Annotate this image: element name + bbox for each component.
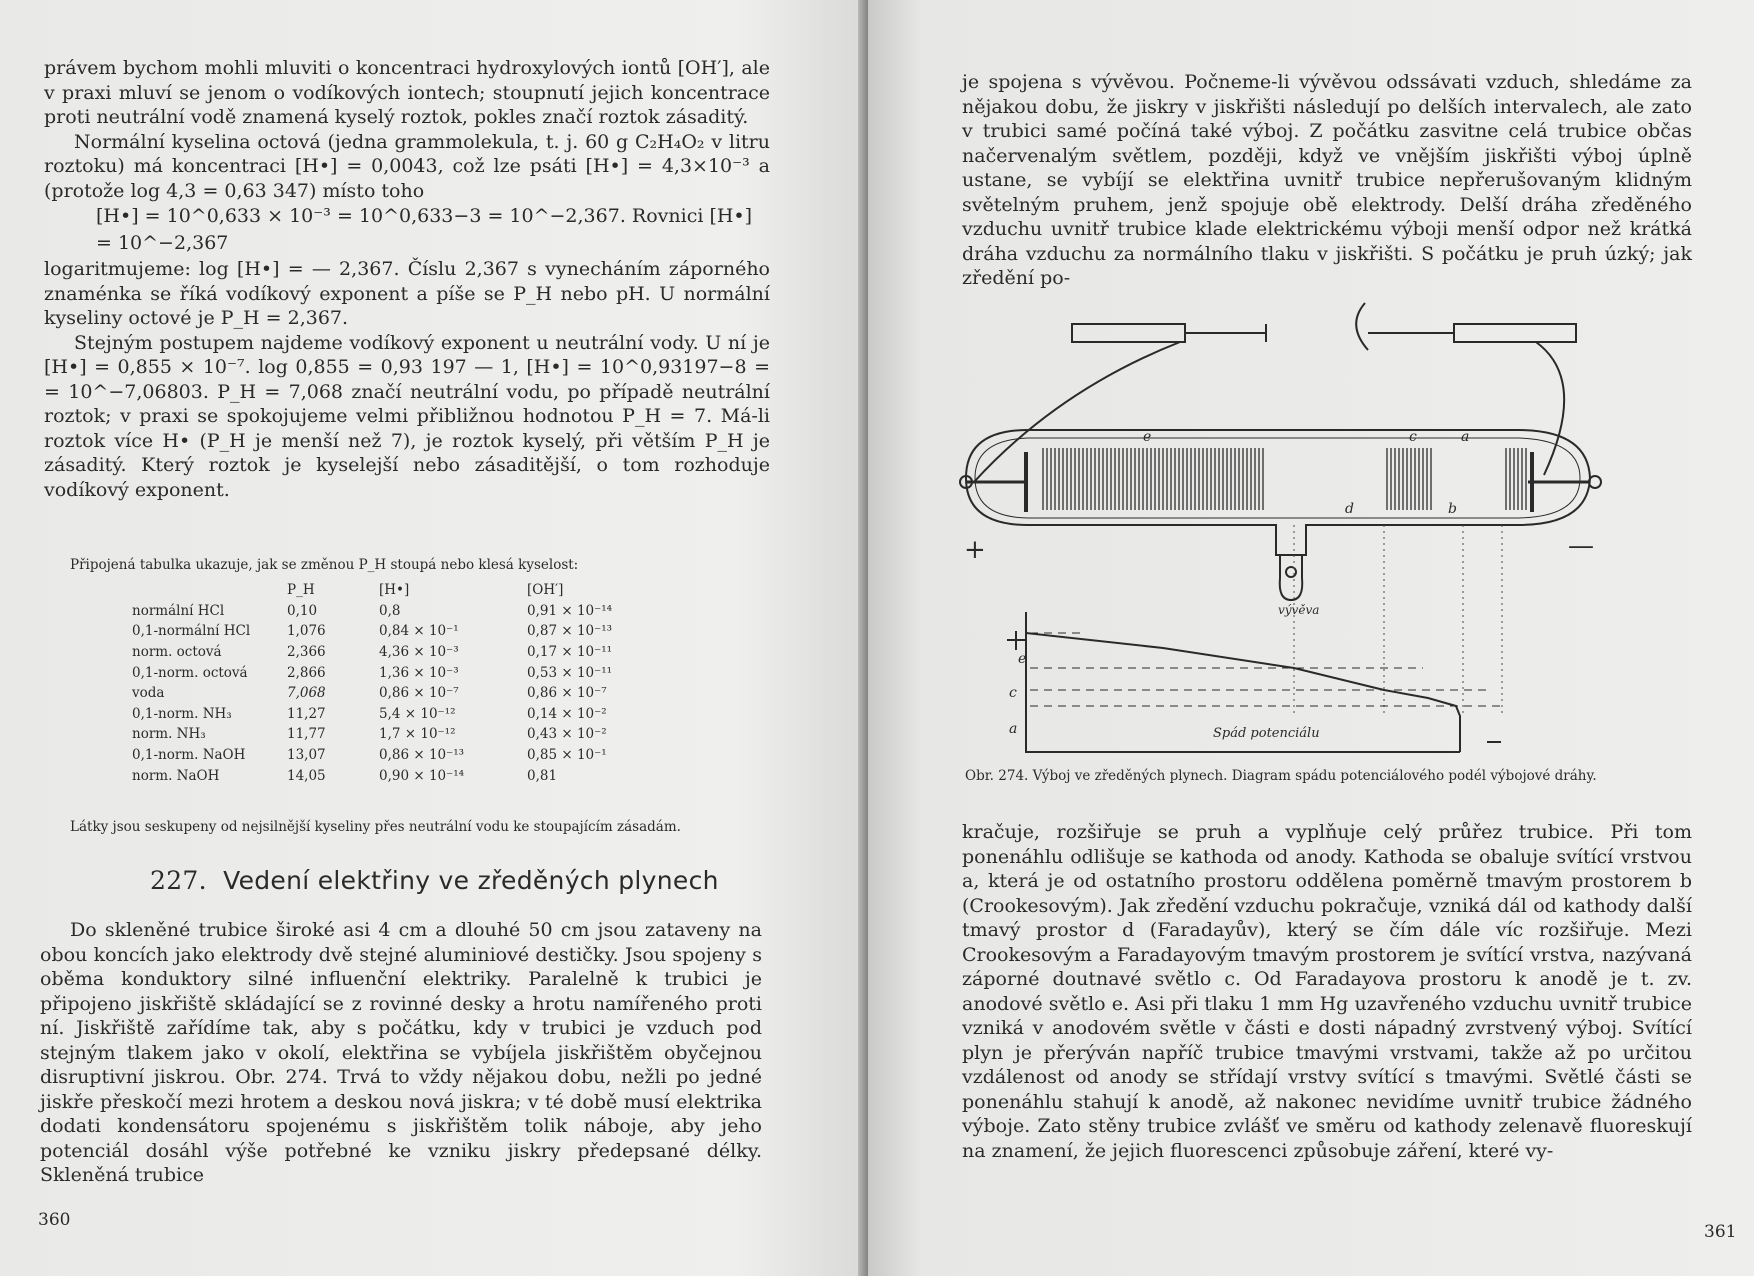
- diagram-plus-mark: [1007, 631, 1025, 650]
- section-number: 227.: [150, 866, 207, 895]
- table-header-oh-concentration: [OH′]: [527, 582, 564, 599]
- cell-substance: norm. octová: [132, 644, 222, 661]
- cell-substance: 0,1-norm. NH₃: [132, 705, 232, 722]
- table-row: [132, 683, 652, 704]
- cell-ph: 13,07: [287, 747, 326, 764]
- section-title: Vedení elektřiny ve zředěných plynech: [223, 866, 719, 895]
- wire-left: [974, 342, 1180, 482]
- left-text-lower: [40, 918, 762, 1188]
- right-page: [868, 0, 1754, 1276]
- cell-oh-concentration: 0,14 × 10⁻²: [527, 705, 607, 722]
- cell-h-concentration: 4,36 × 10⁻³: [379, 644, 459, 661]
- cell-oh-concentration: 0,86 × 10⁻⁷: [527, 685, 607, 702]
- spark-point-holder: [1454, 324, 1576, 342]
- cathode-minus-sign: —: [1568, 531, 1594, 561]
- cell-oh-concentration: 0,87 × 10⁻¹³: [527, 623, 613, 640]
- label-e: e: [1143, 429, 1152, 445]
- table-row: [132, 724, 652, 745]
- cell-oh-concentration: 0,53 × 10⁻¹¹: [527, 664, 613, 681]
- exponent-formula: [H•] = 10^0,633 × 10⁻³ = 10^0,633−3 = 10^−2,367. Rovnici [H•] = 10^−2,367: [96, 205, 753, 254]
- table-row: [132, 765, 652, 786]
- cell-substance: norm. NH₃: [132, 726, 206, 743]
- table-row: [132, 621, 652, 642]
- potential-label: Spád potenciálu: [1213, 726, 1320, 741]
- cell-h-concentration: 0,86 × 10⁻⁷: [379, 685, 459, 702]
- label-a: a: [1461, 429, 1470, 445]
- table-row: [132, 642, 652, 663]
- right-bottom-paragraph: kračuje, rozšiřuje se pruh a vyplňuje celý průřez trubice. Při tom ponenáhlu odlišuje se kathoda od anody. Kathoda se obaluje svítící vrstvou a, která je od ostatního prostoru oddělena poměrně tmavým prostorem b (Crookesovým). Jak zředění vzduchu pokračuje, vzniká dál od kathody další tmavý prostor d (Faradayův), který se čím dále víc rozšiřuje. Mezi Crookesovým a Faradayovým tmavým prostorem je svítící vrstva, nazývaná záporné doutnavé světlo c. Od Faradayova prostoru k anodě je t. zv. anodové světlo e. Asi při tlaku 1 mm Hg uzavřeného vzduchu uvnitř trubice vzniká v anodovém světle v části e dosti nápadný zvrstvený výboj. Svítící plyn je přerýván napříč trubice tmavými vrstvami, takže až po určitou vzdálenost od anody se střídají vrstvy svítící s tmavými. Světlé části se ponenáhlu stahují k anodě, až nakonec nevidíme uvnitř trubice žádného výboje. Zato stěny trubice zvlášť ve směru od kathody zelenavě fluoreskují na znamení, že jejich fluorescenci způsobuje záření, které vy-: [962, 821, 1692, 1162]
- cell-ph: 7,068: [287, 685, 326, 702]
- section-heading: [150, 866, 719, 895]
- page-number-right: 361: [1704, 1222, 1737, 1242]
- spark-plate-holder: [1072, 324, 1185, 342]
- figure-caption: Obr. 274. Výboj ve zředěných plynech. Diagram spádu potenciálového podél výbojové dráhy.: [965, 768, 1597, 784]
- cell-oh-concentration: 0,91 × 10⁻¹⁴: [527, 602, 613, 619]
- tube-inner-wall: [975, 438, 1580, 518]
- cell-substance: norm. NaOH: [132, 767, 220, 784]
- cell-ph: 0,10: [287, 602, 318, 619]
- neutral-water-paragraph: Stejným postupem najdeme vodíkový exponent u neutrální vody. U ní je [H•] = 0,855 × 10⁻⁷. log 0,855 = 0,93 197 — 1, [H•] = 10^0,93197−8 = = 10^−7,06803. P_H = 7,068 značí neutrální vodu, po případě neutrální roztok; v praxi se spokojujeme velmi přibližnou hodnotou P_H = 7. Má-li roztok více H• (P_H je menší než 7), je roztok kyselý, při větším P_H je zásaditý. Který roztok je kyselejší nebo zásaditější, o tom rozhoduje vodíkový exponent.: [44, 331, 770, 501]
- cell-ph: 1,076: [287, 623, 326, 640]
- table-note: Látky jsou seskupeny od nejsilnější kyseliny přes neutrální vodu ke stoupajícím zásadám.: [70, 819, 681, 835]
- cell-ph: 2,866: [287, 664, 326, 681]
- cell-h-concentration: 5,4 × 10⁻¹²: [379, 705, 456, 722]
- cell-h-concentration: 0,90 × 10⁻¹⁴: [379, 767, 465, 784]
- right-text-lower: [962, 820, 1692, 1163]
- region-guide-lines: [1294, 525, 1502, 715]
- table-header-ph: P_H: [287, 582, 315, 599]
- table-intro: Připojená tabulka ukazuje, jak se změnou P_H stoupá nebo klesá kyselost:: [70, 557, 579, 573]
- diagram-label-c: c: [1009, 685, 1017, 701]
- left-page: [0, 0, 868, 1276]
- cell-ph: 11,77: [287, 726, 326, 743]
- cell-h-concentration: 1,36 × 10⁻³: [379, 664, 459, 681]
- cell-oh-concentration: 0,81: [527, 767, 558, 784]
- table-header-h-concentration: [H•]: [379, 582, 410, 599]
- cathode-glow-striations: [1506, 448, 1526, 510]
- right-top-paragraph: je spojena s vývěvou. Počneme-li vývěvou odssávati vzduch, shledáme za nějakou dobu, že jiskry v jiskřišti následují po delších intervalech, ale zato v trubici samé počíná také výboj. Z počátku zasvitne celá trubice občas načervenalým světlem, později, když ve vnějším jiskřišti výboj úplně ustane, se vybíjí se elektřina uvnitř trubice nepřerušovaným klidným světelným pruhem, jenž spojuje obě elektrody. Delší dráha zředěného vzduchu uvnitř trubice klade elektrickému výboji menší odpor než krátká dráha vzduchu za normálního tlaku v jiskřišti. S počátku je pruh úzký; jak zředění po-: [962, 71, 1692, 289]
- ph-table: [132, 580, 652, 786]
- intro-paragraph: právem bychom mohli mluviti o koncentraci hydroxylových iontů [OH′], ale v praxi mluví se jenom o vodíkových iontech; stoupnutí jejich koncentrace proti neutrální vodě znamená kyselý roztok, pokles značí roztok zásaditý.: [44, 57, 770, 128]
- label-b: b: [1448, 501, 1457, 517]
- table-row: [132, 745, 652, 766]
- page-number-left: 360: [38, 1210, 71, 1230]
- table-row: [132, 662, 652, 683]
- diagram-label-a: a: [1009, 721, 1018, 737]
- cell-oh-concentration: 0,43 × 10⁻²: [527, 726, 607, 743]
- spark-arc: [1356, 303, 1368, 350]
- cell-ph: 14,05: [287, 767, 326, 784]
- table-body: [132, 601, 652, 786]
- cathode-terminal: [1589, 476, 1601, 488]
- table-row: [132, 704, 652, 725]
- cell-substance: 0,1-normální HCl: [132, 623, 251, 640]
- anode-plus-sign: +: [964, 535, 986, 565]
- table-row: [132, 601, 652, 622]
- pump-label: vývěva: [1278, 603, 1320, 617]
- cell-h-concentration: 0,84 × 10⁻¹: [379, 623, 459, 640]
- label-d: d: [1345, 501, 1354, 517]
- table-header-row: [132, 580, 652, 601]
- cell-ph: 11,27: [287, 705, 326, 722]
- potential-levels: [1030, 633, 1506, 706]
- logarithm-paragraph: logaritmujeme: log [H•] = — 2,367. Číslu 2,367 s vynecháním záporného znaménka se říká vodíkový exponent a píše se P_H nebo pH. U normální kyseliny octové je P_H = 2,367.: [44, 258, 770, 329]
- table-header-substance: [132, 580, 287, 601]
- cell-substance: voda: [132, 685, 165, 702]
- left-text-upper: [44, 56, 770, 502]
- cell-ph: 2,366: [287, 644, 326, 661]
- cell-h-concentration: 1,7 × 10⁻¹²: [379, 726, 456, 743]
- anode-light-striations: [1043, 448, 1263, 510]
- cell-h-concentration: 0,8: [379, 602, 401, 619]
- wire-right: [1536, 342, 1564, 475]
- section-paragraph: Do skleněné trubice široké asi 4 cm a dlouhé 50 cm jsou zataveny na obou koncích jako elektrody dvě stejné aluminiové destičky. Jsou spojeny s oběma konduktory silné influenční elektriky. Paralelně k trubici je připojeno jiskřiště skládající se z rovinné desky a hrotu namířeného proti ní. Jiskřiště zařídíme tak, aby s počátku, kdy v trubici je vzduch pod stejným tlakem jako v okolí, elektřina se vybíjela jiskřištěm obyčejnou disruptivní jiskrou. Obr. 274. Trvá to vždy nějakou dobu, nežli po jedné jiskře přeskočí mezi hrotem a deskou nová jiskra; v té době musí elektrika dodati kondensátoru spojenému s jiskřištěm tolik náboje, aby jeho potenciál dosáhl výše potřebné ke vzniku jiskry předepsané délky. Skleněná trubice: [40, 919, 762, 1186]
- diagram-label-e: e: [1018, 651, 1027, 667]
- cell-oh-concentration: 0,17 × 10⁻¹¹: [527, 644, 613, 661]
- label-c: c: [1409, 429, 1417, 445]
- cell-substance: normální HCl: [132, 602, 225, 619]
- negative-glow-striations: [1387, 448, 1431, 510]
- cell-substance: 0,1-norm. NaOH: [132, 747, 246, 764]
- cell-oh-concentration: 0,85 × 10⁻¹: [527, 747, 607, 764]
- acetic-acid-paragraph: Normální kyselina octová (jedna grammolekula, t. j. 60 g C₂H₄O₂ v litru roztoku) má koncentraci [H•] = 0,0043, což lze psáti [H•] = 4,3×10⁻³ a (protože log 4,3 = 0,63 347) místo toho: [44, 130, 770, 202]
- cell-substance: 0,1-norm. octová: [132, 664, 248, 681]
- cell-h-concentration: 0,86 × 10⁻¹³: [379, 747, 465, 764]
